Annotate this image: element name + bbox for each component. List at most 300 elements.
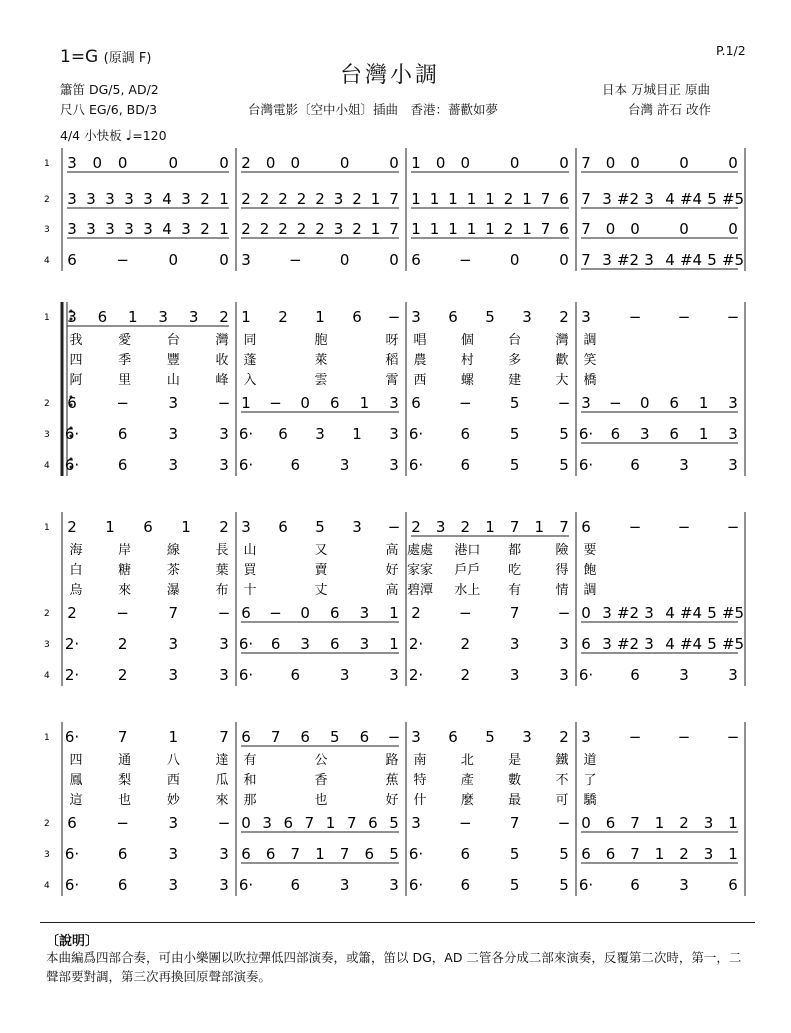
note: −	[269, 394, 282, 412]
note: 6·	[238, 666, 254, 684]
key-label: 1=G	[60, 47, 99, 67]
lyric-syllable: 高	[385, 583, 399, 598]
note: 1	[485, 518, 495, 536]
lyric-syllable: 八	[166, 753, 180, 768]
lyric-syllable: 入	[243, 373, 257, 388]
note: 5	[559, 425, 569, 443]
note: 5	[509, 425, 520, 443]
note: 2	[315, 190, 325, 208]
note: 6	[143, 518, 153, 536]
note: 6	[117, 876, 128, 894]
note: −	[387, 518, 401, 536]
note: 7	[540, 190, 551, 208]
note: 6·	[578, 456, 594, 474]
note: 7	[559, 518, 569, 536]
note: 0	[605, 154, 616, 172]
note: 3	[339, 876, 350, 894]
lyric-syllable: 農	[413, 353, 427, 368]
note: 5	[707, 190, 717, 208]
lyric-syllable: 南	[413, 753, 427, 768]
lyric-syllable: 笑	[583, 353, 597, 368]
lyric-syllable: 了	[583, 773, 597, 788]
note: 6	[559, 220, 569, 238]
note: 7	[581, 251, 591, 269]
lyric-syllable: 山	[243, 543, 257, 558]
part-number: 3	[44, 225, 50, 235]
note: 2·	[64, 666, 80, 684]
note: 3	[168, 814, 179, 832]
note: 1	[389, 635, 399, 653]
lyric-syllable: 稻	[385, 353, 399, 368]
lyric-syllable: 西	[166, 773, 180, 788]
note: 2	[460, 666, 471, 684]
note: 1	[466, 190, 477, 208]
note: 1	[411, 220, 421, 238]
lyric-syllable: 茶	[166, 563, 180, 578]
page-number: P.1/2	[716, 43, 746, 58]
note: 6	[359, 728, 370, 746]
note: 0	[509, 154, 520, 172]
note: 3	[435, 518, 446, 536]
lyric-syllable: 妙	[166, 793, 180, 808]
note: 1	[522, 220, 532, 238]
tempo-value: =120	[132, 128, 167, 143]
note: 0	[460, 154, 471, 172]
note: 6	[265, 845, 276, 863]
note: 5	[509, 845, 520, 863]
note: 6	[460, 456, 471, 474]
note: 6	[669, 425, 679, 443]
instrument-line-2: 尺八 EG/6, BD/3	[60, 102, 158, 117]
part-number: 1	[44, 523, 50, 533]
note: 7	[117, 728, 128, 746]
lyric-syllable: 麼	[460, 793, 474, 808]
note: 0	[339, 251, 350, 269]
note: 0	[265, 154, 276, 172]
note: 0	[435, 154, 446, 172]
lyric-syllable: 呀	[385, 333, 399, 348]
note: −	[116, 394, 129, 412]
note: 7	[304, 814, 315, 832]
lyric-syllable: 岸	[118, 543, 132, 558]
note: 2	[259, 190, 270, 208]
lyric-syllable: 高	[385, 543, 399, 558]
lyric-syllable: 里	[118, 373, 132, 388]
note: −	[116, 814, 129, 832]
note: 0	[300, 394, 310, 412]
note: 1	[448, 190, 458, 208]
note: 2	[503, 190, 514, 208]
part-number: 2	[44, 609, 50, 619]
note: 3	[333, 190, 344, 208]
lyric-syllable: 產	[460, 773, 474, 788]
note: 7	[270, 728, 281, 746]
note: 5	[485, 308, 495, 326]
lyric-syllable: 調	[583, 333, 597, 348]
note: 6	[581, 845, 591, 863]
note: 2	[117, 666, 128, 684]
note: 0	[679, 220, 689, 238]
note: 1	[466, 220, 477, 238]
lyric-syllable: 唱	[413, 333, 427, 348]
note: 3	[359, 635, 370, 653]
note: 1	[654, 814, 665, 832]
instrument-line-1: 簫笛 DG/5, AD/2	[60, 82, 159, 97]
note: 0	[300, 604, 310, 622]
note: #5	[721, 604, 745, 622]
note: 0	[630, 154, 640, 172]
lyric-syllable: 螺	[460, 373, 474, 388]
note: 3	[315, 425, 325, 443]
lyric-syllable: 也	[118, 793, 132, 808]
note: 6	[278, 518, 288, 536]
lyric-syllable: 建	[508, 373, 522, 388]
note: 3	[219, 456, 229, 474]
note: 3	[168, 845, 179, 863]
note: 6·	[578, 425, 594, 443]
note: 3	[352, 518, 362, 536]
note: 3	[581, 308, 591, 326]
note: 6·	[408, 456, 424, 474]
note: 2	[219, 518, 229, 536]
note: 1	[448, 220, 458, 238]
lyric-syllable: 情	[555, 583, 569, 598]
note: 3	[602, 635, 612, 653]
note: 2	[67, 518, 77, 536]
note: 6	[300, 728, 310, 746]
lyric-syllable: 路	[385, 753, 399, 768]
lyric-syllable: 好	[385, 793, 399, 808]
lyric-syllable: 長	[215, 543, 229, 558]
note: 2	[460, 518, 471, 536]
note: 1	[181, 518, 191, 536]
note: 1	[654, 845, 665, 863]
note: 6	[67, 251, 77, 269]
part-number: 4	[44, 461, 50, 471]
note: #2	[616, 190, 640, 208]
lyric-syllable: 那	[243, 793, 257, 808]
note: 3	[728, 425, 738, 443]
note: 6	[330, 635, 340, 653]
note: 3	[67, 220, 77, 238]
part-number: 3	[44, 430, 50, 440]
note: 5	[330, 728, 340, 746]
note: 2	[411, 518, 421, 536]
lyric-syllable: 賣	[314, 563, 328, 578]
note: 3	[389, 394, 399, 412]
note: −	[628, 728, 642, 746]
note: 3	[158, 308, 168, 326]
part-number: 2	[44, 399, 50, 409]
lyric-syllable: 阿	[69, 373, 83, 388]
note: 6	[728, 876, 738, 894]
note: 3	[219, 635, 229, 653]
part-number: 4	[44, 671, 50, 681]
note: 3	[124, 190, 134, 208]
note: −	[217, 814, 231, 832]
lyric-syllable: 蕉	[385, 773, 399, 788]
lyric-syllable: 胞	[314, 333, 328, 348]
note: 6·	[64, 425, 80, 443]
part-number: 1	[44, 733, 50, 743]
lyric-syllable: 港口	[454, 543, 481, 558]
note: 6	[448, 308, 458, 326]
note: −	[217, 394, 231, 412]
lyric-syllable: 四	[69, 353, 83, 368]
note: 1	[370, 190, 381, 208]
note: 7	[509, 604, 520, 622]
lyric-syllable: 山	[166, 373, 180, 388]
lyric-syllable: 多	[508, 353, 522, 368]
note: 2	[296, 190, 307, 208]
note: 3	[509, 666, 520, 684]
note: 3	[728, 394, 738, 412]
lyric-syllable: 海	[69, 543, 83, 558]
note: 3	[219, 845, 229, 863]
note: 6	[290, 876, 301, 894]
note: 2	[200, 220, 210, 238]
note: 3	[333, 220, 344, 238]
lyric-syllable: 又	[314, 543, 328, 558]
note: 3	[219, 666, 229, 684]
note: 0	[219, 154, 229, 172]
lyric-syllable: 瀑	[166, 583, 180, 598]
note: 0	[559, 251, 569, 269]
lyric-syllable: 橋	[583, 373, 597, 388]
note: 3	[522, 728, 532, 746]
note: 6	[630, 876, 640, 894]
note: 6	[117, 425, 128, 443]
note: 2	[219, 308, 229, 326]
note: 3	[168, 635, 179, 653]
lyric-syllable: 布	[215, 583, 229, 598]
note: 6	[278, 425, 288, 443]
note: 6	[67, 394, 77, 412]
note: 6·	[408, 425, 424, 443]
page-title: 台灣小調	[340, 63, 441, 88]
note: 3	[411, 728, 421, 746]
note: 1	[105, 518, 115, 536]
note: 1	[219, 190, 229, 208]
note: 6	[630, 456, 640, 474]
note: 6	[460, 425, 471, 443]
note: 0	[679, 154, 689, 172]
note: 4	[162, 220, 172, 238]
note: 1	[241, 308, 251, 326]
lyric-syllable: 十	[243, 583, 257, 598]
note: 5	[707, 251, 717, 269]
note: 1	[128, 308, 138, 326]
note: 1	[168, 728, 179, 746]
note: 6·	[238, 876, 254, 894]
note: 2	[67, 604, 77, 622]
note: 3	[703, 814, 714, 832]
note: 2	[503, 220, 514, 238]
note: −	[217, 604, 231, 622]
lyric-syllable: 險	[555, 543, 569, 558]
note: 3	[181, 190, 191, 208]
lyric-syllable: 家家	[406, 563, 434, 578]
note: −	[677, 308, 691, 326]
note: −	[609, 394, 622, 412]
note: 2	[296, 220, 307, 238]
note: 7	[290, 845, 301, 863]
note: 3	[389, 666, 399, 684]
note: 5	[315, 518, 325, 536]
note: 0	[290, 154, 301, 172]
note: −	[677, 728, 691, 746]
part-number: 1	[44, 159, 50, 169]
note: 6	[581, 635, 591, 653]
lyric-syllable: 好	[385, 563, 399, 578]
note: 2	[679, 814, 689, 832]
note: 3	[262, 814, 272, 832]
lyric-syllable: 這	[69, 793, 83, 808]
note: #4	[679, 635, 703, 653]
lyric-syllable: 碧潭	[406, 583, 434, 598]
note: 3	[602, 251, 612, 269]
note: 6	[330, 604, 340, 622]
lyric-syllable: 公	[314, 753, 328, 768]
lyric-syllable: 丈	[314, 583, 328, 598]
note: #4	[679, 604, 703, 622]
lyric-syllable: 個	[460, 333, 474, 348]
note: 1	[359, 394, 370, 412]
note: 1	[370, 220, 381, 238]
lyric-syllable: 處處	[406, 543, 434, 558]
lyric-syllable: 戶戶	[454, 563, 481, 578]
note: 3	[105, 220, 115, 238]
note: #2	[616, 604, 640, 622]
note: 6	[605, 845, 616, 863]
note: 2	[559, 308, 569, 326]
note: 3	[188, 308, 199, 326]
note: 3	[581, 728, 591, 746]
note: 3	[728, 456, 738, 474]
note: 3	[679, 876, 689, 894]
lyric-syllable: 瓜	[215, 773, 229, 788]
note: −	[726, 728, 740, 746]
lyric-syllable: 北	[460, 753, 474, 768]
lyric-syllable: 村	[460, 353, 474, 368]
note: 3	[168, 876, 179, 894]
note: 6	[283, 814, 294, 832]
note: 7	[168, 604, 179, 622]
note: −	[459, 814, 472, 832]
note: 3	[703, 845, 714, 863]
note: −	[677, 518, 691, 536]
lyric-syllable: 都	[508, 543, 522, 558]
subtitle: 台灣電影〔空中小姐〕插曲 香港：薔歡如夢	[248, 102, 499, 117]
note: 7	[581, 154, 591, 172]
lyric-syllable: 通	[118, 753, 132, 768]
lyric-syllable: 也	[314, 793, 328, 808]
note: 3	[124, 220, 134, 238]
note: 3	[219, 876, 229, 894]
part-number: 2	[44, 819, 50, 829]
note: #5	[721, 190, 745, 208]
lyric-syllable: 收	[215, 353, 229, 368]
lyric-syllable: 西	[413, 373, 427, 388]
lyric-syllable: 吃	[508, 563, 522, 578]
note: 7	[346, 814, 357, 832]
note: 2	[460, 635, 471, 653]
lyric-syllable: 鐵	[555, 753, 569, 768]
lyric-syllable: 調	[583, 583, 597, 598]
lyric-syllable: 和	[243, 773, 257, 788]
note: 6	[364, 845, 375, 863]
note: 5	[707, 635, 717, 653]
note: 4	[665, 190, 675, 208]
note: 7	[581, 220, 591, 238]
note: #4	[679, 190, 703, 208]
note: 5	[389, 814, 399, 832]
note: 0	[92, 154, 103, 172]
note: 0	[581, 604, 591, 622]
note: 3	[86, 190, 96, 208]
note: 5	[559, 876, 569, 894]
note: 3	[640, 425, 650, 443]
part-number: 4	[44, 881, 50, 891]
note: 2	[679, 845, 689, 863]
note: −	[387, 728, 401, 746]
note: −	[387, 308, 401, 326]
note: 0	[605, 220, 616, 238]
note: 1	[389, 604, 399, 622]
note: 5	[559, 456, 569, 474]
note: 0	[581, 814, 591, 832]
note: 4	[162, 190, 172, 208]
note: 6	[460, 845, 471, 863]
note: 5	[485, 728, 495, 746]
note: 1	[429, 190, 440, 208]
note: 3	[168, 425, 179, 443]
lyric-syllable: 我	[69, 333, 83, 348]
lyric-syllable: 要	[583, 543, 597, 558]
lyric-syllable: 豐	[166, 353, 180, 368]
lyric-syllable: 灣	[215, 333, 229, 348]
note: 2·	[408, 666, 424, 684]
note: 2	[241, 190, 251, 208]
note: 1	[241, 394, 251, 412]
lyric-syllable: 數	[508, 773, 522, 788]
note: 0	[117, 154, 128, 172]
lyric-syllable: 萊	[314, 353, 328, 368]
note: 3	[644, 251, 654, 269]
note: 1	[411, 154, 421, 172]
note: −	[557, 604, 571, 622]
note: 5	[389, 845, 399, 863]
lyric-syllable: 四	[69, 753, 83, 768]
note: 1	[698, 394, 709, 412]
original-key-label: (原調 F)	[103, 51, 152, 66]
note: 0	[630, 220, 640, 238]
credit-composer: 日本 万城目正 原曲	[602, 82, 710, 97]
explanation-text: 本曲編爲四部合奏，可由小樂團以吹拉彈低四部演奏，或簫，笛以 DG，AD 二管各分成二部來演奏，反覆第二次時，第一，二聲部要對調，第三次再換回原聲部演奏。	[46, 950, 742, 984]
note: 6·	[64, 456, 80, 474]
note: 6	[352, 308, 362, 326]
note: 3	[389, 456, 399, 474]
note: 0	[339, 154, 350, 172]
note: −	[557, 394, 571, 412]
note: 3	[143, 190, 153, 208]
note: 3	[105, 190, 115, 208]
note: 3	[241, 518, 251, 536]
note: 3	[728, 666, 738, 684]
note: 6·	[408, 876, 424, 894]
note: 6	[117, 456, 128, 474]
note: 6	[97, 308, 108, 326]
